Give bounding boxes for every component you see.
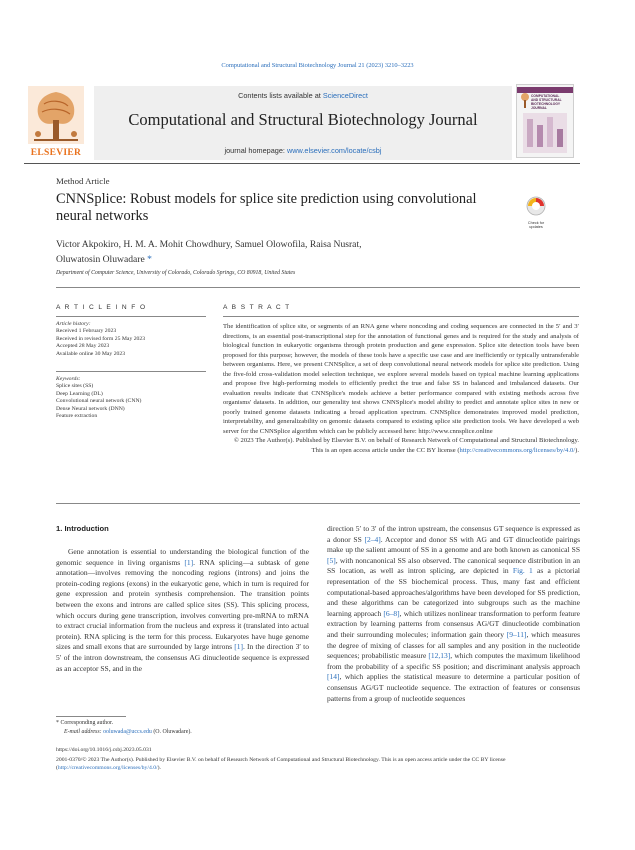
body-text: , which computes the maximum likelihood from the probability of a specific SS position; and discriminant analysis approach [327,651,580,671]
author-name: Oluwatosin Oluwadare [56,254,145,265]
abstract-body [223,322,579,455]
journal-cover[interactable] [516,84,574,158]
citation-link[interactable]: [1] [234,642,243,652]
article-info-rule [56,316,206,317]
citation-link[interactable]: [9–11] [506,629,527,639]
body-text: Gene annotation is essential to understanding the biological function of the genomic sequence in living organisms [56,547,309,567]
citation-link[interactable]: [12,13] [428,651,451,661]
affiliation-divider [56,287,580,288]
figure-link[interactable]: Fig. 1 [512,566,533,576]
info-divider [56,371,206,372]
body-text: , with noncanonical SS also observed. The canonical sequence distribution in an SS location, as well as intron splicing, are depicted in [327,555,580,576]
citation-link[interactable]: [1] [184,557,194,567]
footnote-email [64,729,192,735]
email-label: E-mail address: [64,729,104,735]
body-text: , which applies the statistical measure to determine a particular position of consensus AG/GT nucleotide sequence. The extraction of features or consensus patterns from a group of nucleotide sequences [327,672,580,703]
bottom-license-end: ). [157,765,161,771]
authors-line-2 [56,252,486,267]
body-text: , which measures the degree of mixing of classes for all samples and any position in the nucleotide sequences; probabilistic measure [327,629,581,661]
check-updates-icon [522,196,550,216]
body-text: . RNA splicing—a subtask of gene annotation—involves removing the noncoding regions (introns) and joins the protein-coding regions (exons) in the eukaryotic gene, which in turn is required for gene expression and protein synthesis comprehension. The transition points between the exons and introns are called splice sites (SS). This splicing process, which occurs during gene transcription, involves converting pre-mRNA to mRNA to extract crucial information from the nucleus and express it (translated into actual protein). RNA splicing is the term for this process. Eukaryotes have huge genome sizes and small exons that are surrounded by large introns [56,557,309,652]
body-text: , which utilizes nonlinear transformation to perform feature extraction by learning patterns from consensus AG/GT dinucleotide combination and their surrounding molecules; information gain theory [327,608,580,639]
check-updates-line: Check for [527,221,545,225]
copyright-text: © 2023 The Author(s). Published by Elsevier B.V. on behalf of Research Network of Computational and Structural Biotechnology. This is an open access article under the CC BY license ( [233,437,579,454]
check-updates-line: updates [529,225,543,230]
keyword: Convolutional neural network (CNN) [56,398,142,405]
header-divider [24,163,580,164]
history-item: Available online 30 May 2023 [56,350,126,357]
footnote-mark: * [56,720,59,726]
corresponding-author-mark[interactable]: * [147,254,152,265]
cover-tree-icon [520,91,530,109]
keyword: Feature extraction [56,413,98,420]
copyright-end: ). [575,446,579,454]
homepage-link[interactable]: www.elsevier.com/locate/csbj [286,146,382,155]
abstract-text: The identification of splice site, or segments of an RNA gene where noncoding and coding sequences are connected in the 5′ and 3′ directions, is an essential post-transcriptional step for the annotation of functional genes and is required for the study and analysis of biological function in eukaryotic organisms through protein production and gene expression. Splice site detection tools have been proposed for this purpose; however, the models of these tools have a specific use case and are inefficiently or typically untransferable between organisms. Here, we present CNNSplice, a set of deep convolutional neural network models for splice site prediction. Using the five-fold cross-validation model selection technique, we explore several models based on typical machine learning applications and propose five high-performing models to efficiently predict the true and false SS in balanced and imbalanced datasets. Our evaluation results indicate that CNNSplice's models achieve a better performance compared with existing methods across five organisms' datasets. In addition, our generality test shows CNNSplice's model ability to predict and annotate splice sites in new or poorly trained genome datasets indicating a broad application spectrum. CNNSplice demonstrates improved model prediction, interpretability, and generalizability on genomic datasets compared to existing splice site prediction tools. We have developed a web server for the CNNSplice algorithm which can be publicly accessed here: http://www.cnnsplice.online [223,323,579,435]
keyword: Deep Learning (DL) [56,390,103,397]
elsevier-tree-logo[interactable] [24,84,88,156]
history-item: Accepted 28 May 2023 [56,343,110,350]
homepage-prefix: journal homepage: [224,146,287,155]
check-updates-text [522,221,550,230]
abstract-rule [223,316,579,317]
journal-citation-link[interactable]: Computational and Structural Biotechnology Journal 21 (2023) 3210–3223 [221,62,414,69]
doi-link[interactable]: https://doi.org/10.1016/j.csbj.2023.05.031 [56,747,152,753]
citation-link[interactable]: [14] [327,672,340,682]
history-label: Article history: [56,321,91,327]
citation-link[interactable]: [2–4] [364,534,381,544]
bottom-license-link[interactable]: http://creativecommons.org/licenses/by/4.0/ [57,765,158,771]
section-heading-introduction: 1. Introduction [56,524,109,533]
bottom-license [56,756,580,772]
cover-title-line: COMPUTATIONAL [531,94,560,98]
history-item: Received 1 February 2023 [56,328,117,335]
footnote-rule [56,716,126,717]
footnote-corresponding [56,720,113,726]
abstract-copyright [223,436,579,455]
keywords-label: Keywords: [56,376,81,382]
article-info-heading: A R T I C L E I N F O [56,304,147,311]
elsevier-wordmark: ELSEVIER [30,148,82,158]
homepage-line [94,146,512,155]
footnote-text: Corresponding author. [60,720,114,726]
citation-link[interactable]: [5] [327,555,336,565]
contents-prefix: Contents lists available at [238,91,323,100]
cc-license-link[interactable]: http://creativecommons.org/licenses/by/4.0/ [459,446,576,454]
bottom-license-text: 2001-0370/© 2023 The Author(s). Published by Elsevier B.V. on behalf of Research Network of Computational and Structural Biotechnology. This is an open access article under the CC BY license ( [56,757,506,771]
keyword: Dense Neural network (DNN) [56,405,125,412]
cover-title [531,95,571,111]
body-text: . In the direction 3′ to 5′ of the intron downstream, the consensus AG dinucleotide sequence is expressed as an acceptor SS, and in the [56,642,309,673]
cover-title-line: BIOTECHNOLOGY [531,101,561,106]
journal-title: Computational and Structural Biotechnology Journal [128,110,478,129]
contents-line [94,91,512,100]
email-owner: (O. Oluwadare). [151,729,192,735]
body-text: . Acceptor and donor SS with AG and GT dinucleotide pairings make up the salient amount of SS in a genome and are both known as canonical SS [327,534,580,555]
intro-column-right [327,524,580,704]
sciencedirect-link[interactable]: ScienceDirect [322,91,368,100]
cover-title-line: JOURNAL [531,105,547,110]
author-list [56,237,486,267]
citation-link[interactable]: [6–8] [383,608,400,618]
keywords [56,376,206,420]
cover-title-line: AND STRUCTURAL [531,97,562,102]
cover-illustration [523,113,567,153]
history-item: Received in revised form 25 May 2023 [56,335,146,342]
body-text: as a pictorial representation of the SS biochemical process. Thus, many fast and efficient computational-based approaches/algorithms have been developed for SS prediction, and these algorithms can be categorized into subgroups such as the machine learning approach [327,566,580,618]
check-for-updates-badge[interactable] [522,196,550,230]
body-text: direction 5′ to 3′ of the intron upstream, the consensus GT sequence is expressed as a donor SS [327,524,580,544]
article-type: Method Article [56,176,110,186]
abstract-heading: A B S T R A C T [223,304,291,311]
affiliation: Department of Computer Science, University of Colorado, Colorado Springs, CO 80918, United States [56,270,296,276]
article-history [56,321,206,358]
intro-column-left [56,547,309,674]
abstract-divider [56,503,580,504]
authors-line-1: Victor Akpokiro, H. M. A. Mohit Chowdhury, Samuel Olowofila, Raisa Nusrat, [56,239,362,250]
email-link[interactable]: ooluwada@uccs.edu [103,729,152,735]
keyword: Splice sites (SS) [56,383,94,390]
article-title: CNNSplice: Robust models for splice site prediction using convolutional neural networks [56,191,477,224]
